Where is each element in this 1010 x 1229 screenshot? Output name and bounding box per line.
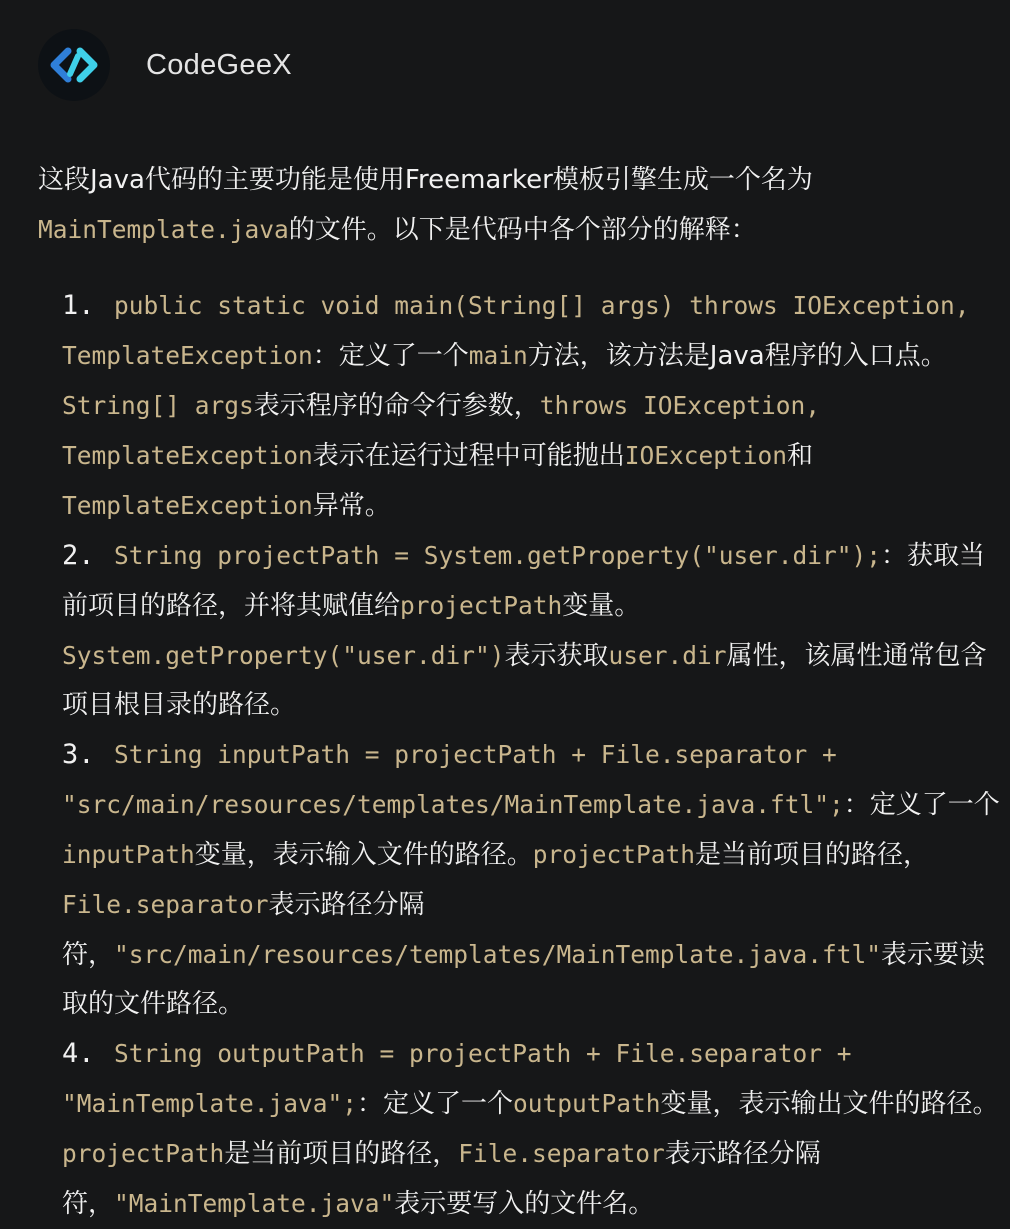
item-text: 是当前项目的路径， [224,1139,459,1169]
inline-code: public static void main(String[] args) throws IOException, TemplateException [62,291,970,370]
list-item [0,1029,1000,1229]
item-text: ：定义了一个 [312,341,469,371]
inline-code: String projectPath = System.getProperty("user.dir"); [114,541,882,570]
item-text: 表示程序的命令行参数， [253,391,540,421]
intro-paragraph [38,156,988,255]
inline-code: inputPath [62,840,195,869]
codegeex-logo-icon [38,29,110,101]
item-text: ：定义了一个 [843,790,1000,820]
item-text: 表示路径分隔符， [62,890,425,970]
inline-code: main [468,341,528,370]
inline-code: user.dir [608,641,727,670]
inline-code: String outputPath = projectPath + File.separator + "MainTemplate.java"; [62,1039,852,1118]
item-text: 变量，表示输入文件的路径。 [194,840,533,870]
assistant-name: CodeGeeX [146,48,292,81]
inline-code: projectPath [532,840,696,869]
inline-code: String inputPath = projectPath + File.separator + "src/main/resources/templates/MainTemplate.java.ftl"; [62,740,844,819]
list-number: 4. [62,1038,95,1069]
item-text: 表示在运行过程中可能抛出 [312,441,625,471]
inline-code: System.getProperty("user.dir") [62,641,505,670]
inline-code: MainTemplate.java [38,215,289,244]
inline-code: File.separator [458,1139,665,1168]
inline-code: File.separator [62,890,269,919]
item-text: 变量。 [562,591,641,621]
explanation-list [0,281,1000,1229]
list-item [0,730,1000,1029]
list-item [0,281,1000,531]
intro-text: 这段Java代码的主要功能是使用Freemarker模板引擎生成一个名为 [38,165,813,195]
inline-code: TemplateException [62,491,313,520]
item-text: 变量，表示输出文件的路径。 [660,1089,999,1119]
item-text: 表示路径分隔符， [62,1139,821,1219]
item-text: 方法，该方法是Java程序的入口点。 [527,341,947,371]
item-text: 表示要写入的文件名。 [394,1189,655,1219]
item-text: 属性，该属性通常包含项目根目录的路径。 [62,641,987,720]
inline-code: projectPath [62,1139,225,1168]
item-text: 是当前项目的路径， [695,840,930,870]
item-text: ：定义了一个 [357,1089,514,1119]
list-item [0,531,1000,730]
intro-text: 的文件。以下是代码中各个部分的解释： [288,215,757,245]
inline-code: "MainTemplate.java" [114,1189,395,1218]
inline-code: throws IOException, TemplateException [62,391,821,470]
list-number: 2. [62,540,95,571]
list-number: 1. [62,290,95,321]
item-text: ：获取当前项目的路径，并将其赋值给 [62,541,986,621]
assistant-header [38,28,292,102]
item-text: 异常。 [312,491,391,521]
inline-code: IOException [624,441,788,470]
list-number: 3. [62,739,95,770]
item-text: 表示获取 [504,641,609,671]
inline-code: "src/main/resources/templates/MainTemplate.java.ftl" [114,940,882,969]
inline-code: String[] args [62,391,254,420]
item-text: 和 [787,441,814,471]
inline-code: outputPath [513,1089,661,1118]
item-text: 表示要读取的文件路径。 [62,940,986,1019]
inline-code: projectPath [400,591,563,620]
